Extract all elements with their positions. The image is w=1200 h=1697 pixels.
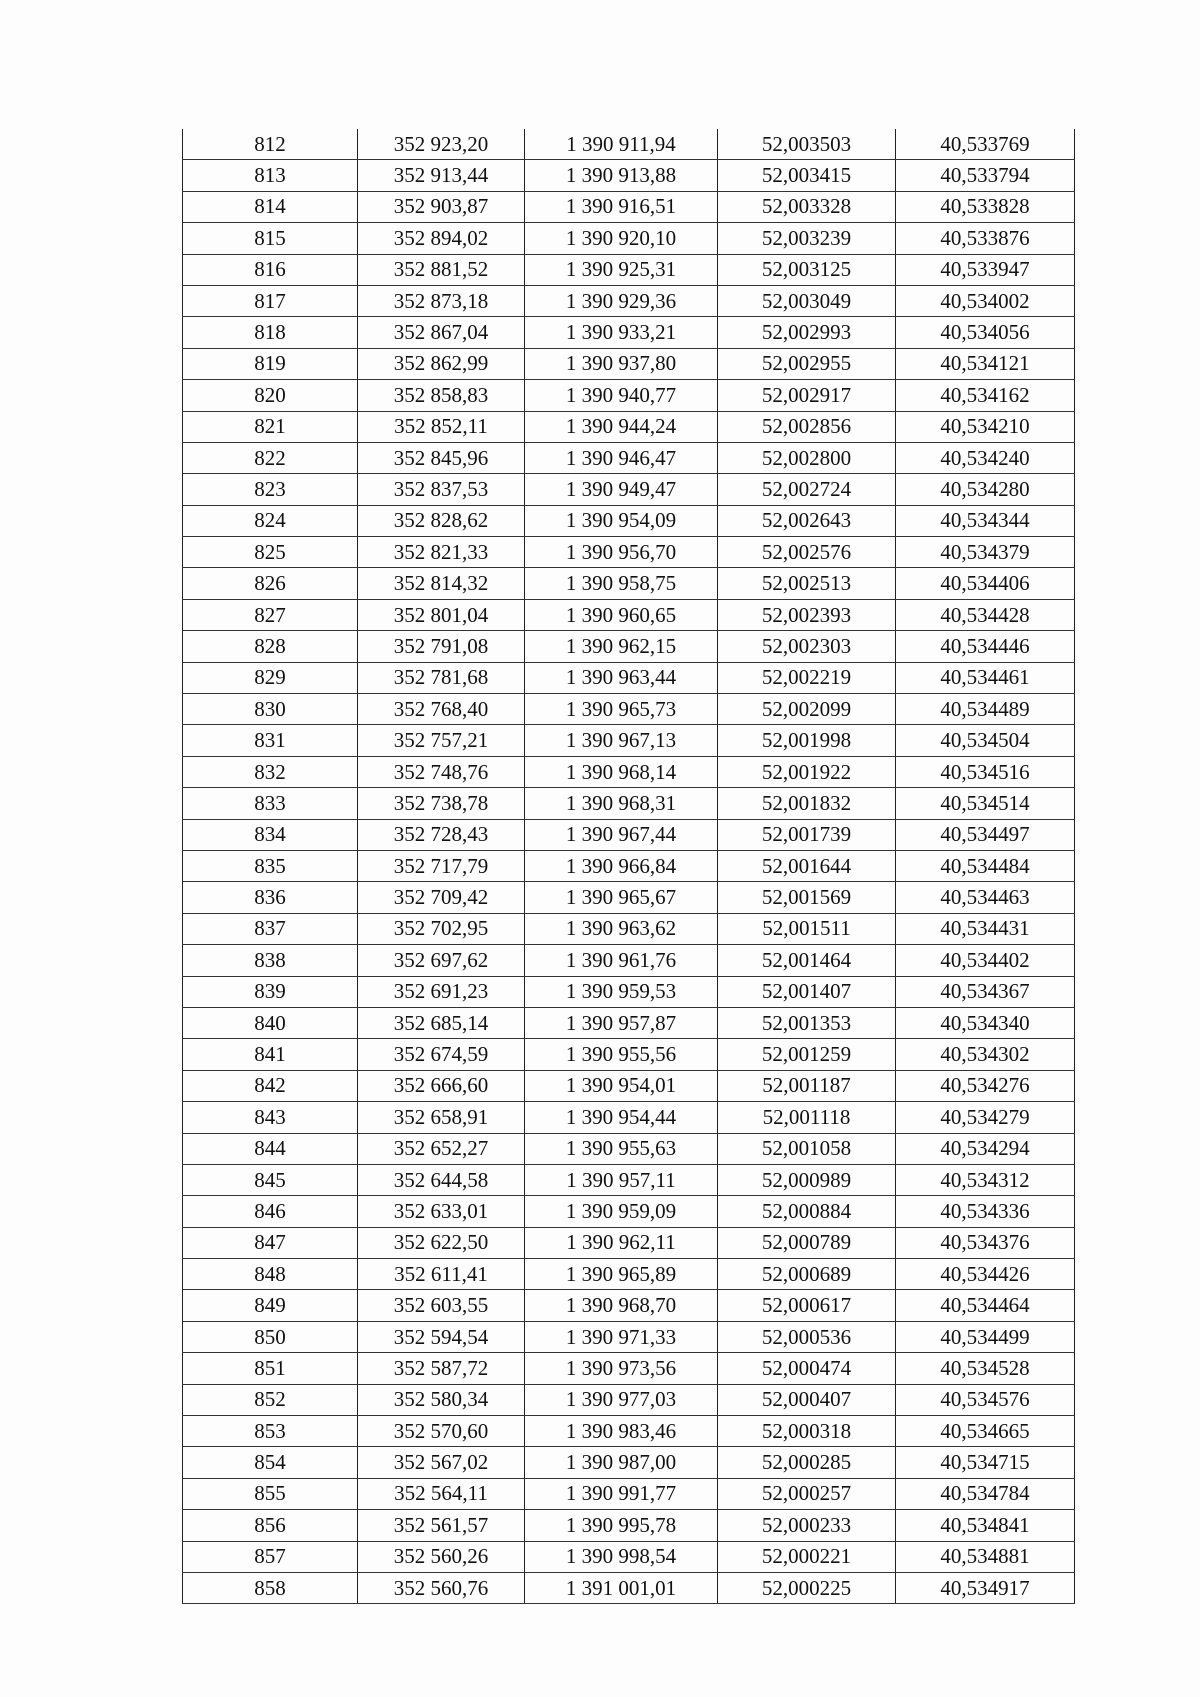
- y-coordinate-cell: 1 390 963,44: [525, 662, 718, 693]
- latitude-cell: 52,001511: [718, 913, 896, 944]
- point-number-cell: 822: [183, 442, 358, 473]
- x-coordinate-cell: 352 748,76: [358, 756, 525, 787]
- latitude-cell: 52,000474: [718, 1353, 896, 1384]
- y-coordinate-cell: 1 390 965,73: [525, 694, 718, 725]
- point-number-cell: 823: [183, 474, 358, 505]
- point-number-cell: 848: [183, 1259, 358, 1290]
- y-coordinate-cell: 1 390 929,36: [525, 285, 718, 316]
- x-coordinate-cell: 352 781,68: [358, 662, 525, 693]
- point-number-cell: 819: [183, 348, 358, 379]
- y-coordinate-cell: 1 390 956,70: [525, 537, 718, 568]
- y-coordinate-cell: 1 390 983,46: [525, 1416, 718, 1447]
- table-row: [183, 756, 1075, 787]
- latitude-cell: 52,001922: [718, 756, 896, 787]
- latitude-cell: 52,002800: [718, 442, 896, 473]
- longitude-cell: 40,534497: [896, 819, 1075, 850]
- latitude-cell: 52,000221: [718, 1541, 896, 1572]
- latitude-cell: 52,001187: [718, 1070, 896, 1101]
- latitude-cell: 52,000407: [718, 1384, 896, 1415]
- y-coordinate-cell: 1 390 949,47: [525, 474, 718, 505]
- table-row: [183, 913, 1075, 944]
- table-row: [183, 1353, 1075, 1384]
- point-number-cell: 837: [183, 913, 358, 944]
- table-row: [183, 1164, 1075, 1195]
- x-coordinate-cell: 352 903,87: [358, 191, 525, 222]
- y-coordinate-cell: 1 390 965,67: [525, 882, 718, 913]
- x-coordinate-cell: 352 923,20: [358, 129, 525, 160]
- x-coordinate-cell: 352 560,26: [358, 1541, 525, 1572]
- point-number-cell: 856: [183, 1510, 358, 1541]
- y-coordinate-cell: 1 390 963,62: [525, 913, 718, 944]
- latitude-cell: 52,003328: [718, 191, 896, 222]
- longitude-cell: 40,534484: [896, 850, 1075, 881]
- point-number-cell: 854: [183, 1447, 358, 1478]
- x-coordinate-cell: 352 691,23: [358, 976, 525, 1007]
- point-number-cell: 830: [183, 694, 358, 725]
- longitude-cell: 40,534881: [896, 1541, 1075, 1572]
- y-coordinate-cell: 1 390 962,15: [525, 631, 718, 662]
- x-coordinate-cell: 352 845,96: [358, 442, 525, 473]
- longitude-cell: 40,534121: [896, 348, 1075, 379]
- point-number-cell: 834: [183, 819, 358, 850]
- table-row: [183, 348, 1075, 379]
- y-coordinate-cell: 1 390 954,44: [525, 1102, 718, 1133]
- latitude-cell: 52,001058: [718, 1133, 896, 1164]
- point-number-cell: 836: [183, 882, 358, 913]
- longitude-cell: 40,534504: [896, 725, 1075, 756]
- longitude-cell: 40,534276: [896, 1070, 1075, 1101]
- point-number-cell: 821: [183, 411, 358, 442]
- longitude-cell: 40,534312: [896, 1164, 1075, 1195]
- longitude-cell: 40,534499: [896, 1321, 1075, 1352]
- table-row: [183, 1510, 1075, 1541]
- table-row: [183, 568, 1075, 599]
- longitude-cell: 40,534841: [896, 1510, 1075, 1541]
- x-coordinate-cell: 352 814,32: [358, 568, 525, 599]
- longitude-cell: 40,534210: [896, 411, 1075, 442]
- latitude-cell: 52,000789: [718, 1227, 896, 1258]
- coordinates-table-body: [183, 129, 1075, 1604]
- x-coordinate-cell: 352 652,27: [358, 1133, 525, 1164]
- y-coordinate-cell: 1 390 916,51: [525, 191, 718, 222]
- y-coordinate-cell: 1 390 991,77: [525, 1478, 718, 1509]
- table-row: [183, 631, 1075, 662]
- y-coordinate-cell: 1 390 962,11: [525, 1227, 718, 1258]
- x-coordinate-cell: 352 567,02: [358, 1447, 525, 1478]
- x-coordinate-cell: 352 858,83: [358, 380, 525, 411]
- point-number-cell: 843: [183, 1102, 358, 1133]
- x-coordinate-cell: 352 560,76: [358, 1572, 525, 1603]
- table-row: [183, 1572, 1075, 1603]
- y-coordinate-cell: 1 390 940,77: [525, 380, 718, 411]
- latitude-cell: 52,000536: [718, 1321, 896, 1352]
- y-coordinate-cell: 1 390 973,56: [525, 1353, 718, 1384]
- longitude-cell: 40,533769: [896, 129, 1075, 160]
- latitude-cell: 52,002219: [718, 662, 896, 693]
- latitude-cell: 52,000689: [718, 1259, 896, 1290]
- point-number-cell: 846: [183, 1196, 358, 1227]
- table-row: [183, 254, 1075, 285]
- table-row: [183, 1102, 1075, 1133]
- latitude-cell: 52,001353: [718, 1007, 896, 1038]
- point-number-cell: 839: [183, 976, 358, 1007]
- latitude-cell: 52,002917: [718, 380, 896, 411]
- latitude-cell: 52,001118: [718, 1102, 896, 1133]
- x-coordinate-cell: 352 603,55: [358, 1290, 525, 1321]
- x-coordinate-cell: 352 594,54: [358, 1321, 525, 1352]
- latitude-cell: 52,002303: [718, 631, 896, 662]
- longitude-cell: 40,534514: [896, 788, 1075, 819]
- longitude-cell: 40,534784: [896, 1478, 1075, 1509]
- point-number-cell: 842: [183, 1070, 358, 1101]
- table-row: [183, 882, 1075, 913]
- latitude-cell: 52,003125: [718, 254, 896, 285]
- longitude-cell: 40,534367: [896, 976, 1075, 1007]
- y-coordinate-cell: 1 390 960,65: [525, 599, 718, 630]
- y-coordinate-cell: 1 390 933,21: [525, 317, 718, 348]
- table-row: [183, 599, 1075, 630]
- table-row: [183, 725, 1075, 756]
- y-coordinate-cell: 1 390 998,54: [525, 1541, 718, 1572]
- longitude-cell: 40,534336: [896, 1196, 1075, 1227]
- longitude-cell: 40,534294: [896, 1133, 1075, 1164]
- longitude-cell: 40,534302: [896, 1039, 1075, 1070]
- longitude-cell: 40,534240: [896, 442, 1075, 473]
- latitude-cell: 52,000318: [718, 1416, 896, 1447]
- y-coordinate-cell: 1 390 911,94: [525, 129, 718, 160]
- table-row: [183, 285, 1075, 316]
- x-coordinate-cell: 352 717,79: [358, 850, 525, 881]
- x-coordinate-cell: 352 828,62: [358, 505, 525, 536]
- point-number-cell: 814: [183, 191, 358, 222]
- table-row: [183, 976, 1075, 1007]
- x-coordinate-cell: 352 674,59: [358, 1039, 525, 1070]
- point-number-cell: 857: [183, 1541, 358, 1572]
- longitude-cell: 40,534665: [896, 1416, 1075, 1447]
- x-coordinate-cell: 352 791,08: [358, 631, 525, 662]
- point-number-cell: 835: [183, 850, 358, 881]
- y-coordinate-cell: 1 390 967,13: [525, 725, 718, 756]
- latitude-cell: 52,002393: [718, 599, 896, 630]
- x-coordinate-cell: 352 852,11: [358, 411, 525, 442]
- table-row: [183, 474, 1075, 505]
- point-number-cell: 849: [183, 1290, 358, 1321]
- x-coordinate-cell: 352 862,99: [358, 348, 525, 379]
- longitude-cell: 40,534431: [896, 913, 1075, 944]
- y-coordinate-cell: 1 390 968,14: [525, 756, 718, 787]
- x-coordinate-cell: 352 587,72: [358, 1353, 525, 1384]
- longitude-cell: 40,534402: [896, 945, 1075, 976]
- longitude-cell: 40,534464: [896, 1290, 1075, 1321]
- latitude-cell: 52,001739: [718, 819, 896, 850]
- x-coordinate-cell: 352 894,02: [358, 223, 525, 254]
- latitude-cell: 52,002955: [718, 348, 896, 379]
- longitude-cell: 40,534463: [896, 882, 1075, 913]
- longitude-cell: 40,534406: [896, 568, 1075, 599]
- y-coordinate-cell: 1 390 968,70: [525, 1290, 718, 1321]
- point-number-cell: 833: [183, 788, 358, 819]
- y-coordinate-cell: 1 390 920,10: [525, 223, 718, 254]
- point-number-cell: 816: [183, 254, 358, 285]
- longitude-cell: 40,534426: [896, 1259, 1075, 1290]
- table-row: [183, 380, 1075, 411]
- point-number-cell: 826: [183, 568, 358, 599]
- y-coordinate-cell: 1 391 001,01: [525, 1572, 718, 1603]
- longitude-cell: 40,533794: [896, 160, 1075, 191]
- latitude-cell: 52,001832: [718, 788, 896, 819]
- y-coordinate-cell: 1 390 966,84: [525, 850, 718, 881]
- x-coordinate-cell: 352 658,91: [358, 1102, 525, 1133]
- table-row: [183, 1384, 1075, 1415]
- point-number-cell: 818: [183, 317, 358, 348]
- y-coordinate-cell: 1 390 959,53: [525, 976, 718, 1007]
- latitude-cell: 52,000989: [718, 1164, 896, 1195]
- point-number-cell: 815: [183, 223, 358, 254]
- longitude-cell: 40,534428: [896, 599, 1075, 630]
- x-coordinate-cell: 352 728,43: [358, 819, 525, 850]
- point-number-cell: 828: [183, 631, 358, 662]
- longitude-cell: 40,534489: [896, 694, 1075, 725]
- y-coordinate-cell: 1 390 967,44: [525, 819, 718, 850]
- longitude-cell: 40,534056: [896, 317, 1075, 348]
- point-number-cell: 844: [183, 1133, 358, 1164]
- table-row: [183, 317, 1075, 348]
- point-number-cell: 825: [183, 537, 358, 568]
- latitude-cell: 52,000617: [718, 1290, 896, 1321]
- latitude-cell: 52,000257: [718, 1478, 896, 1509]
- x-coordinate-cell: 352 666,60: [358, 1070, 525, 1101]
- table-row: [183, 442, 1075, 473]
- longitude-cell: 40,534376: [896, 1227, 1075, 1258]
- y-coordinate-cell: 1 390 995,78: [525, 1510, 718, 1541]
- y-coordinate-cell: 1 390 959,09: [525, 1196, 718, 1227]
- x-coordinate-cell: 352 873,18: [358, 285, 525, 316]
- point-number-cell: 838: [183, 945, 358, 976]
- y-coordinate-cell: 1 390 987,00: [525, 1447, 718, 1478]
- table-row: [183, 191, 1075, 222]
- table-row: [183, 1290, 1075, 1321]
- point-number-cell: 824: [183, 505, 358, 536]
- y-coordinate-cell: 1 390 977,03: [525, 1384, 718, 1415]
- table-row: [183, 129, 1075, 160]
- longitude-cell: 40,534715: [896, 1447, 1075, 1478]
- x-coordinate-cell: 352 738,78: [358, 788, 525, 819]
- y-coordinate-cell: 1 390 913,88: [525, 160, 718, 191]
- table-row: [183, 1447, 1075, 1478]
- longitude-cell: 40,534340: [896, 1007, 1075, 1038]
- y-coordinate-cell: 1 390 958,75: [525, 568, 718, 599]
- table-row: [183, 788, 1075, 819]
- point-number-cell: 850: [183, 1321, 358, 1352]
- table-row: [183, 662, 1075, 693]
- x-coordinate-cell: 352 564,11: [358, 1478, 525, 1509]
- table-row: [183, 1039, 1075, 1070]
- longitude-cell: 40,533947: [896, 254, 1075, 285]
- latitude-cell: 52,002993: [718, 317, 896, 348]
- table-row: [183, 1478, 1075, 1509]
- point-number-cell: 812: [183, 129, 358, 160]
- point-number-cell: 840: [183, 1007, 358, 1038]
- longitude-cell: 40,533828: [896, 191, 1075, 222]
- table-row: [183, 1259, 1075, 1290]
- point-number-cell: 841: [183, 1039, 358, 1070]
- y-coordinate-cell: 1 390 954,01: [525, 1070, 718, 1101]
- longitude-cell: 40,534280: [896, 474, 1075, 505]
- x-coordinate-cell: 352 867,04: [358, 317, 525, 348]
- longitude-cell: 40,534446: [896, 631, 1075, 662]
- table-row: [183, 160, 1075, 191]
- table-row: [183, 1321, 1075, 1352]
- x-coordinate-cell: 352 768,40: [358, 694, 525, 725]
- y-coordinate-cell: 1 390 957,87: [525, 1007, 718, 1038]
- latitude-cell: 52,003415: [718, 160, 896, 191]
- x-coordinate-cell: 352 570,60: [358, 1416, 525, 1447]
- latitude-cell: 52,003503: [718, 129, 896, 160]
- table-row: [183, 819, 1075, 850]
- point-number-cell: 827: [183, 599, 358, 630]
- latitude-cell: 52,001407: [718, 976, 896, 1007]
- latitude-cell: 52,000285: [718, 1447, 896, 1478]
- longitude-cell: 40,534279: [896, 1102, 1075, 1133]
- latitude-cell: 52,002724: [718, 474, 896, 505]
- y-coordinate-cell: 1 390 971,33: [525, 1321, 718, 1352]
- longitude-cell: 40,533876: [896, 223, 1075, 254]
- latitude-cell: 52,001569: [718, 882, 896, 913]
- y-coordinate-cell: 1 390 955,63: [525, 1133, 718, 1164]
- table-row: [183, 1133, 1075, 1164]
- point-number-cell: 817: [183, 285, 358, 316]
- latitude-cell: 52,001464: [718, 945, 896, 976]
- x-coordinate-cell: 352 611,41: [358, 1259, 525, 1290]
- table-row: [183, 411, 1075, 442]
- y-coordinate-cell: 1 390 955,56: [525, 1039, 718, 1070]
- table-row: [183, 1416, 1075, 1447]
- y-coordinate-cell: 1 390 925,31: [525, 254, 718, 285]
- latitude-cell: 52,000233: [718, 1510, 896, 1541]
- point-number-cell: 829: [183, 662, 358, 693]
- latitude-cell: 52,002576: [718, 537, 896, 568]
- coordinates-table: [182, 129, 1075, 1604]
- x-coordinate-cell: 352 702,95: [358, 913, 525, 944]
- table-row: [183, 945, 1075, 976]
- x-coordinate-cell: 352 709,42: [358, 882, 525, 913]
- table-row: [183, 505, 1075, 536]
- table-row: [183, 1070, 1075, 1101]
- x-coordinate-cell: 352 644,58: [358, 1164, 525, 1195]
- point-number-cell: 832: [183, 756, 358, 787]
- table-row: [183, 1227, 1075, 1258]
- table-row: [183, 850, 1075, 881]
- point-number-cell: 851: [183, 1353, 358, 1384]
- latitude-cell: 52,002513: [718, 568, 896, 599]
- x-coordinate-cell: 352 837,53: [358, 474, 525, 505]
- point-number-cell: 845: [183, 1164, 358, 1195]
- latitude-cell: 52,000884: [718, 1196, 896, 1227]
- point-number-cell: 858: [183, 1572, 358, 1603]
- x-coordinate-cell: 352 697,62: [358, 945, 525, 976]
- table-row: [183, 1541, 1075, 1572]
- point-number-cell: 852: [183, 1384, 358, 1415]
- point-number-cell: 813: [183, 160, 358, 191]
- longitude-cell: 40,534516: [896, 756, 1075, 787]
- longitude-cell: 40,534461: [896, 662, 1075, 693]
- x-coordinate-cell: 352 580,34: [358, 1384, 525, 1415]
- y-coordinate-cell: 1 390 937,80: [525, 348, 718, 379]
- y-coordinate-cell: 1 390 954,09: [525, 505, 718, 536]
- table-row: [183, 537, 1075, 568]
- x-coordinate-cell: 352 633,01: [358, 1196, 525, 1227]
- longitude-cell: 40,534379: [896, 537, 1075, 568]
- latitude-cell: 52,001998: [718, 725, 896, 756]
- y-coordinate-cell: 1 390 965,89: [525, 1259, 718, 1290]
- point-number-cell: 831: [183, 725, 358, 756]
- y-coordinate-cell: 1 390 944,24: [525, 411, 718, 442]
- point-number-cell: 855: [183, 1478, 358, 1509]
- x-coordinate-cell: 352 757,21: [358, 725, 525, 756]
- x-coordinate-cell: 352 881,52: [358, 254, 525, 285]
- longitude-cell: 40,534576: [896, 1384, 1075, 1415]
- table-row: [183, 223, 1075, 254]
- y-coordinate-cell: 1 390 961,76: [525, 945, 718, 976]
- longitude-cell: 40,534917: [896, 1572, 1075, 1603]
- x-coordinate-cell: 352 913,44: [358, 160, 525, 191]
- table-row: [183, 1196, 1075, 1227]
- x-coordinate-cell: 352 561,57: [358, 1510, 525, 1541]
- point-number-cell: 820: [183, 380, 358, 411]
- x-coordinate-cell: 352 821,33: [358, 537, 525, 568]
- latitude-cell: 52,001259: [718, 1039, 896, 1070]
- point-number-cell: 853: [183, 1416, 358, 1447]
- point-number-cell: 847: [183, 1227, 358, 1258]
- latitude-cell: 52,003049: [718, 285, 896, 316]
- x-coordinate-cell: 352 685,14: [358, 1007, 525, 1038]
- x-coordinate-cell: 352 622,50: [358, 1227, 525, 1258]
- latitude-cell: 52,000225: [718, 1572, 896, 1603]
- longitude-cell: 40,534002: [896, 285, 1075, 316]
- y-coordinate-cell: 1 390 946,47: [525, 442, 718, 473]
- longitude-cell: 40,534162: [896, 380, 1075, 411]
- table-row: [183, 694, 1075, 725]
- y-coordinate-cell: 1 390 968,31: [525, 788, 718, 819]
- longitude-cell: 40,534528: [896, 1353, 1075, 1384]
- latitude-cell: 52,002099: [718, 694, 896, 725]
- latitude-cell: 52,002643: [718, 505, 896, 536]
- table-row: [183, 1007, 1075, 1038]
- latitude-cell: 52,002856: [718, 411, 896, 442]
- latitude-cell: 52,003239: [718, 223, 896, 254]
- y-coordinate-cell: 1 390 957,11: [525, 1164, 718, 1195]
- x-coordinate-cell: 352 801,04: [358, 599, 525, 630]
- latitude-cell: 52,001644: [718, 850, 896, 881]
- longitude-cell: 40,534344: [896, 505, 1075, 536]
